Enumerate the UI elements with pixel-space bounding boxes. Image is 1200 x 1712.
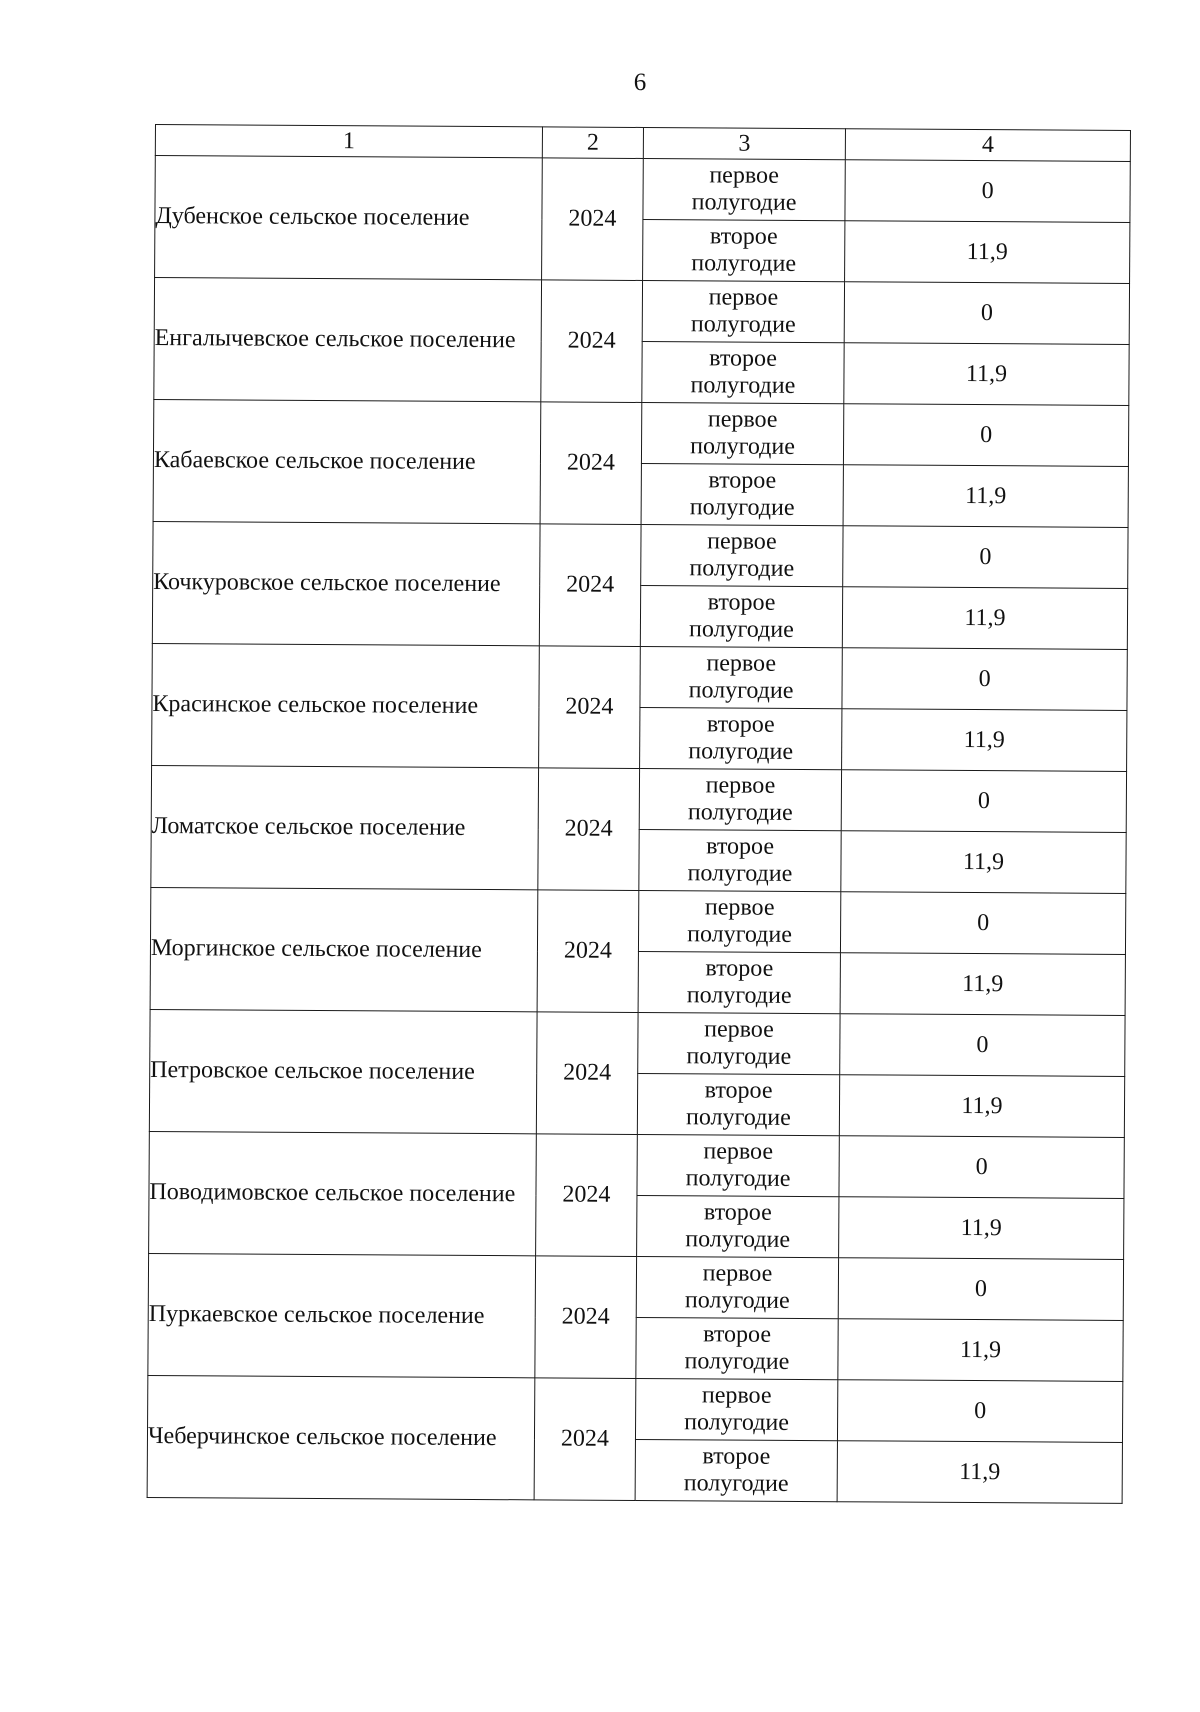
period-cell (636, 1256, 838, 1318)
year-cell: 2024 (536, 1134, 638, 1257)
value-cell: 11,9 (841, 831, 1126, 894)
settlement-name: Пуркаевское сельское поселение (148, 1253, 536, 1377)
settlement-name: Чеберчинское сельское поселение (147, 1375, 535, 1499)
settlement-name: Красинское сельское поселение (152, 643, 540, 767)
table-row (147, 1375, 1122, 1442)
period-cell (641, 524, 843, 586)
period-ordinal: второе (706, 833, 775, 860)
table-row (149, 1131, 1124, 1198)
period-unit: полугодие (691, 189, 797, 216)
period-ordinal: первое (705, 772, 776, 799)
period-unit: полугодие (686, 1043, 792, 1070)
period-ordinal: первое (706, 650, 777, 677)
settlement-name: Поводимовское сельское поселение (149, 1131, 537, 1255)
year-cell: 2024 (535, 1256, 637, 1379)
year-cell: 2024 (537, 890, 639, 1013)
value-cell: 0 (840, 1014, 1125, 1077)
period-ordinal: второе (707, 589, 776, 616)
year-cell: 2024 (534, 1378, 636, 1501)
period-cell (641, 402, 843, 464)
value-cell: 0 (837, 1380, 1122, 1443)
table-row (153, 399, 1128, 466)
value-cell: 11,9 (842, 709, 1127, 772)
period-unit: полугодие (684, 1348, 790, 1375)
value-cell: 11,9 (842, 587, 1127, 650)
period-ordinal: второе (705, 955, 774, 982)
period-cell (640, 707, 842, 769)
period-ordinal: первое (704, 894, 775, 921)
page-number: 6 (633, 69, 647, 96)
period-unit: полугодие (685, 1165, 791, 1192)
value-cell: 11,9 (843, 465, 1128, 528)
settlement-name: Дубенское сельское поселение (155, 156, 543, 280)
period-unit: полугодие (684, 1287, 790, 1314)
period-cell (640, 585, 842, 647)
year-cell: 2024 (541, 280, 643, 403)
period-unit: полугодие (690, 433, 795, 460)
period-cell (641, 463, 843, 525)
period-unit: полугодие (687, 799, 793, 826)
period-cell (636, 1317, 838, 1379)
table-row (152, 643, 1127, 710)
period-cell (640, 646, 842, 708)
year-cell: 2024 (540, 402, 642, 525)
period-cell (637, 1073, 839, 1135)
period-unit: полугодие (687, 921, 793, 948)
period-unit: полугодие (685, 1104, 791, 1131)
period-cell (635, 1378, 837, 1440)
table-row (151, 765, 1126, 832)
value-cell: 0 (843, 404, 1128, 467)
value-cell: 0 (845, 160, 1130, 223)
value-cell: 0 (839, 1136, 1124, 1199)
period-cell (637, 1134, 839, 1196)
period-cell (639, 829, 841, 891)
period-cell (642, 280, 844, 342)
settlement-name: Кабаевское сельское поселение (153, 399, 541, 523)
column-number-2: 2 (542, 127, 643, 159)
settlements-table (147, 124, 1131, 1504)
period-ordinal: второе (703, 1321, 772, 1348)
period-unit: полугодие (690, 372, 796, 399)
period-ordinal: второе (709, 223, 778, 250)
period-unit: полугодие (686, 982, 792, 1009)
value-cell: 11,9 (839, 1075, 1124, 1138)
value-cell: 11,9 (839, 1197, 1124, 1260)
period-cell (642, 341, 844, 403)
period-unit: полугодие (690, 311, 796, 338)
period-ordinal: первое (709, 162, 780, 189)
period-ordinal: второе (704, 1077, 773, 1104)
table-body (147, 156, 1130, 1504)
settlement-name: Енгалычевское сельское поселение (154, 278, 542, 402)
settlement-name: Петровское сельское поселение (149, 1009, 537, 1133)
settlement-name: Кочкуровское сельское поселение (152, 521, 540, 645)
value-cell: 11,9 (840, 953, 1125, 1016)
period-ordinal: первое (707, 406, 778, 433)
period-ordinal: второе (709, 345, 778, 372)
period-ordinal: второе (702, 1443, 771, 1470)
column-number-3: 3 (643, 127, 845, 159)
period-cell (635, 1439, 837, 1501)
year-cell: 2024 (542, 158, 644, 281)
value-cell: 0 (844, 282, 1129, 345)
value-cell: 11,9 (845, 221, 1130, 284)
period-unit: полугодие (684, 1409, 790, 1436)
column-number-1: 1 (155, 125, 542, 158)
period-ordinal: первое (701, 1382, 772, 1409)
table-row (150, 1009, 1125, 1076)
settlement-name: Моргинское сельское поселение (150, 887, 538, 1011)
period-ordinal: второе (706, 711, 775, 738)
value-cell: 11,9 (837, 1441, 1122, 1504)
period-unit: полугодие (688, 738, 794, 765)
period-unit: полугодие (683, 1470, 789, 1497)
year-cell: 2024 (536, 1012, 638, 1135)
period-cell (643, 158, 845, 220)
period-unit: полугодие (689, 494, 795, 521)
value-cell: 0 (838, 1258, 1123, 1321)
period-ordinal: второе (703, 1199, 772, 1226)
period-unit: полугодие (691, 250, 797, 277)
period-cell (643, 219, 845, 281)
period-cell (638, 951, 840, 1013)
year-cell: 2024 (539, 646, 641, 769)
value-cell: 0 (843, 526, 1128, 589)
period-cell (638, 1012, 840, 1074)
value-cell: 11,9 (844, 343, 1129, 406)
value-cell: 11,9 (838, 1319, 1123, 1382)
table-row (155, 156, 1130, 223)
period-ordinal: первое (707, 528, 777, 555)
period-ordinal: второе (708, 467, 777, 494)
period-unit: полугодие (687, 860, 793, 887)
table-row (150, 887, 1125, 954)
value-cell: 0 (841, 770, 1126, 833)
period-unit: полугодие (689, 555, 795, 582)
table-row (154, 278, 1129, 345)
period-ordinal: первое (708, 284, 779, 311)
period-ordinal: первое (703, 1138, 774, 1165)
table-row (148, 1253, 1123, 1320)
period-cell (638, 890, 840, 952)
year-cell: 2024 (539, 524, 641, 647)
table-row (153, 521, 1128, 588)
column-number-4: 4 (845, 129, 1130, 162)
period-cell (637, 1195, 839, 1257)
year-cell: 2024 (538, 768, 640, 891)
period-unit: полугодие (688, 677, 794, 704)
period-ordinal: первое (702, 1260, 773, 1287)
value-cell: 0 (842, 648, 1127, 711)
period-ordinal: первое (704, 1016, 774, 1043)
period-unit: полугодие (685, 1226, 791, 1253)
period-cell (639, 768, 841, 830)
settlement-name: Ломатское сельское поселение (151, 765, 539, 889)
period-unit: полугодие (688, 616, 794, 643)
value-cell: 0 (840, 892, 1125, 955)
